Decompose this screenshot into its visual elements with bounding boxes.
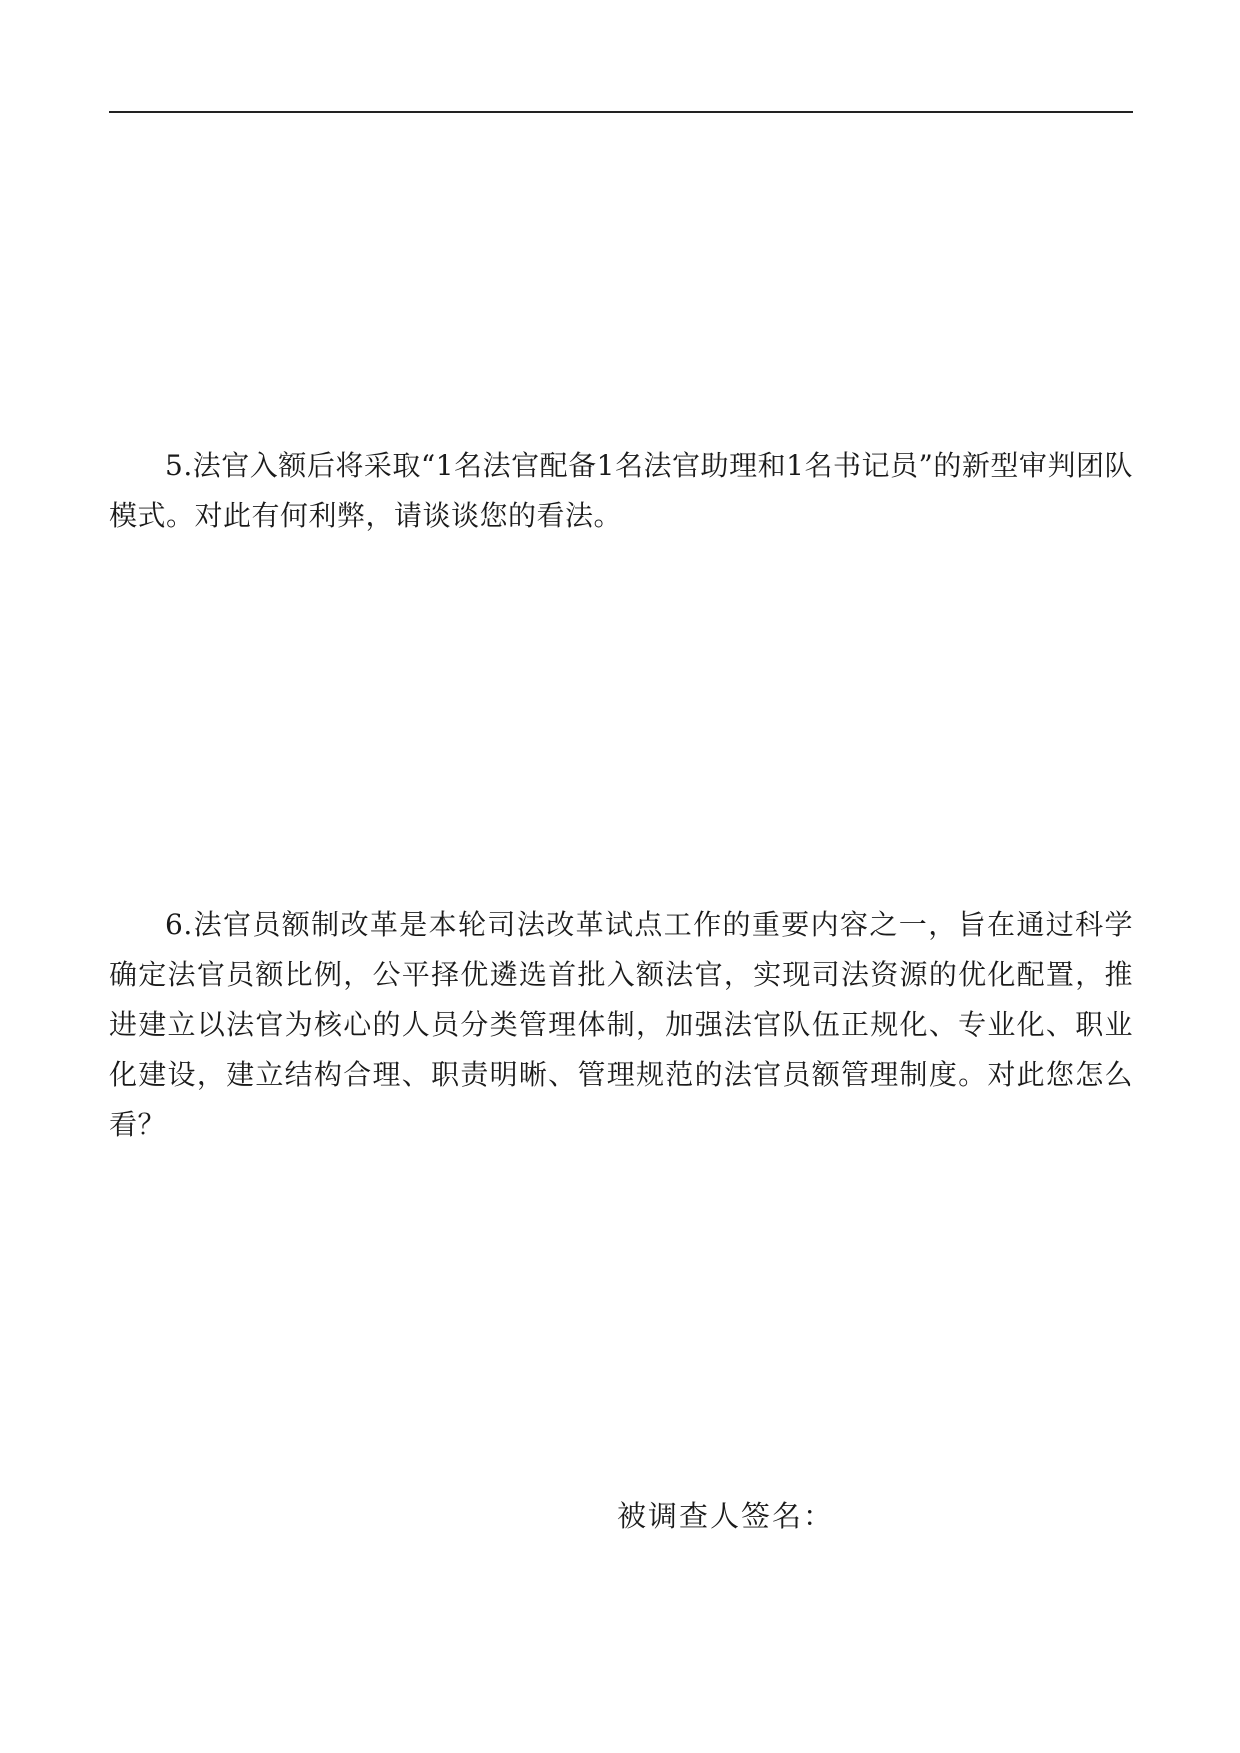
header-rule <box>109 111 1133 113</box>
question-6-text: 法官员额制改革是本轮司法改革试点工作的重要内容之一，旨在通过科学确定法官员额比例，公平择优遴选首批入额法官，实现司法资源的优化配置，推进建立以法官为核心的人员分类管理体制，加强法官队伍正规化、专业化、职业化建设，建立结构合理、职责明晰、管理规范的法官员额管理制度。对此您怎么看？ <box>109 908 1133 1141</box>
question-5-text: 法官入额后将采取“1名法官配备1名法官助理和1名书记员”的新型审判团队模式。对此有何利弊，请谈谈您的看法。 <box>109 449 1133 532</box>
question-6-number: 6. <box>165 908 193 941</box>
signature-label: 被调查人签名： <box>617 1499 835 1533</box>
question-6 <box>109 900 1133 1150</box>
question-5 <box>109 441 1133 541</box>
question-5-number: 5. <box>165 449 193 482</box>
